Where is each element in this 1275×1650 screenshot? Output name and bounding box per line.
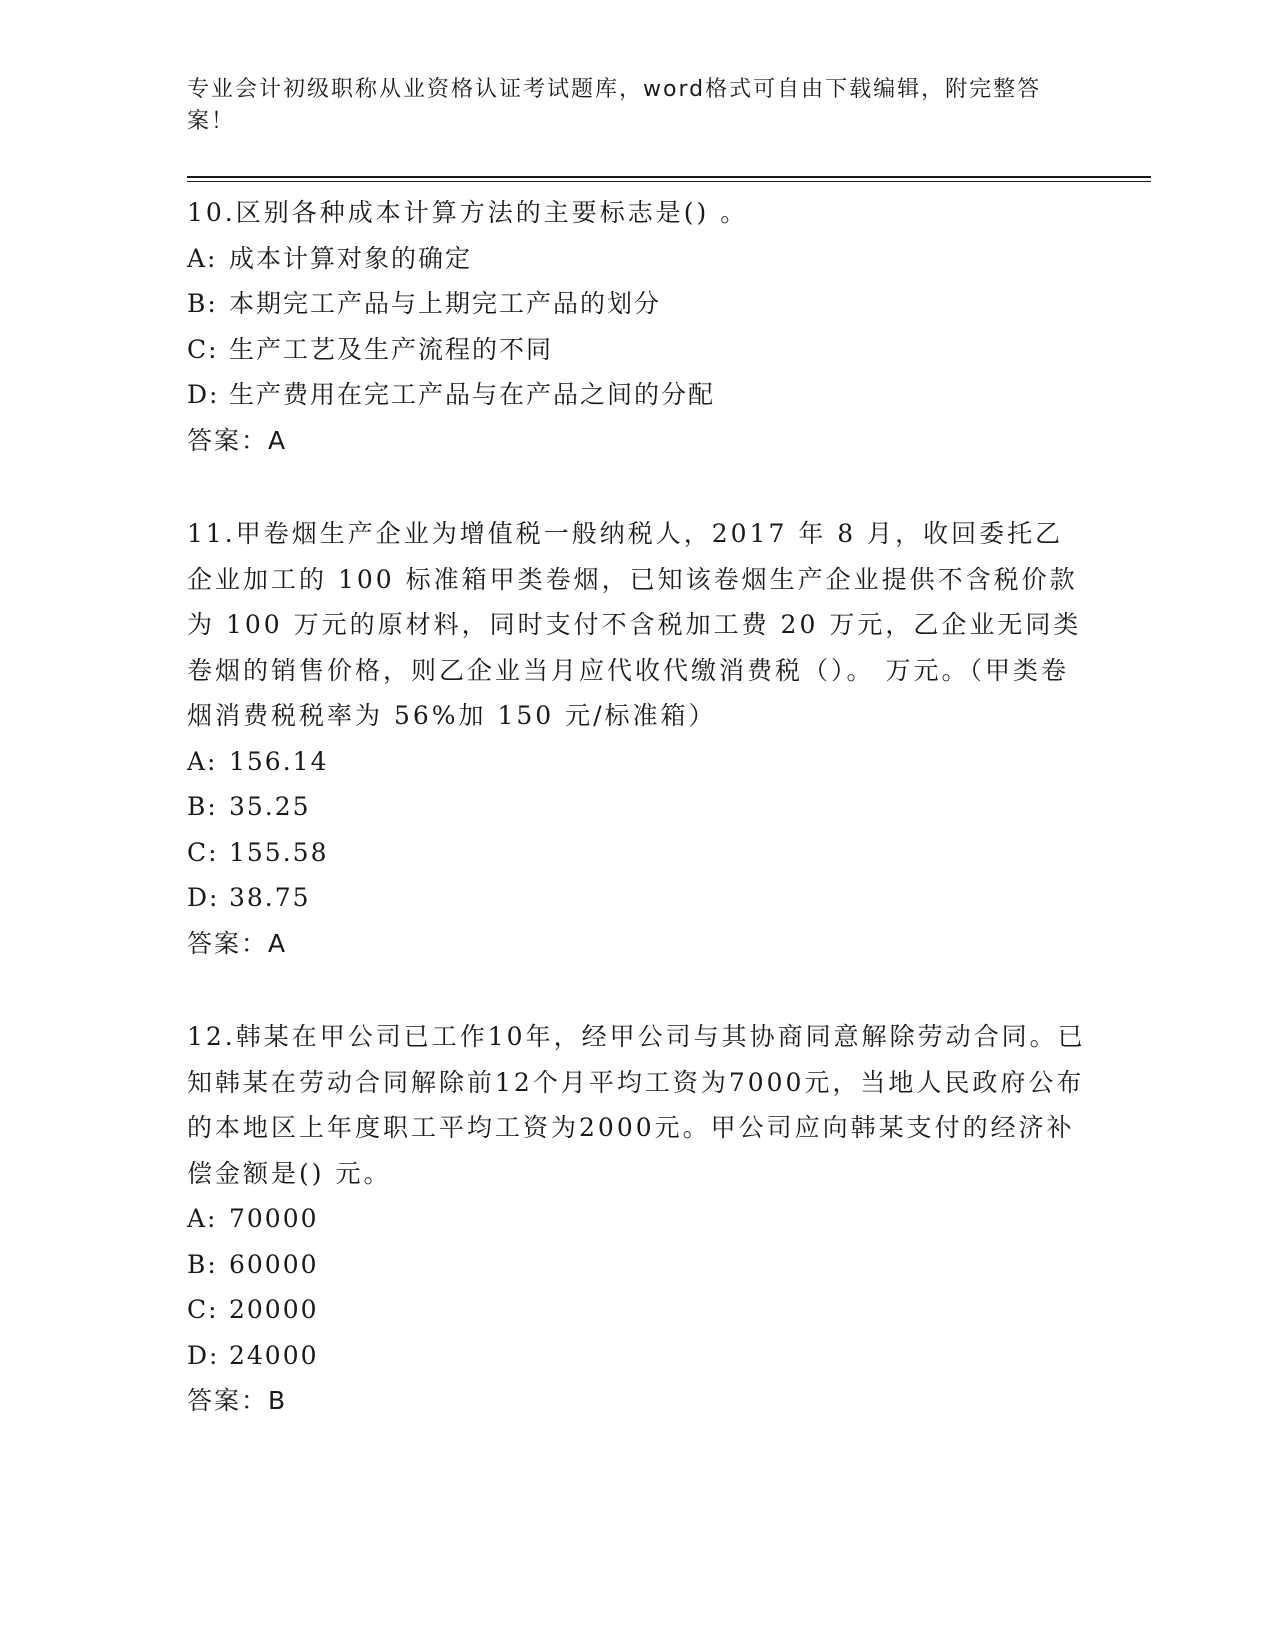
option-letter: A: bbox=[187, 243, 218, 273]
option-text: 38.75 bbox=[229, 883, 311, 912]
header-divider-thin bbox=[187, 181, 1151, 182]
question-stem: 12.韩某在甲公司已工作10年，经甲公司与其协商同意解除劳动合同。已知韩某在劳动合同解除前12个月平均工资为7000元，当地人民政府公布的本地区上年度职工平均工资为2000元。甲公司应向韩某支付的经济补偿金额是() 元。 bbox=[187, 1022, 1086, 1188]
option-text: 生产工艺及生产流程的不同 bbox=[229, 334, 554, 364]
option-text: 60000 bbox=[229, 1249, 319, 1279]
option-letter: B: bbox=[187, 1249, 218, 1279]
question-list bbox=[187, 190, 1087, 1472]
option-letter: D: bbox=[187, 883, 220, 912]
option-c bbox=[187, 830, 1087, 876]
option-letter: D: bbox=[187, 380, 220, 409]
question-stem: 11.甲卷烟生产企业为增值税一般纳税人，2017 年 8 月，收回委托乙企业加工的 100 标准箱甲类卷烟，已知该卷烟生产企业提供不含税价款为 100 万元的原材料，同时支付不含税加工费 20 万元，乙企业无同类卷烟的销售价格，则乙企业当月应代收代缴消费税（）。 万元。（甲类卷烟消费税税率为 56%加 150 元/标准箱） bbox=[187, 519, 1082, 730]
option-b bbox=[187, 281, 1087, 327]
option-text: 156.14 bbox=[229, 746, 329, 776]
answer-line: 答案：A bbox=[187, 928, 288, 958]
answer-line: 答案：B bbox=[187, 1386, 288, 1415]
option-letter: A: bbox=[187, 1204, 218, 1233]
option-text: 155.58 bbox=[229, 837, 329, 867]
option-text: 成本计算对象的确定 bbox=[229, 243, 473, 273]
option-text: 35.25 bbox=[229, 792, 311, 821]
option-letter: A: bbox=[187, 746, 218, 776]
option-a bbox=[187, 236, 1087, 282]
option-b bbox=[187, 1242, 1087, 1288]
option-b bbox=[187, 784, 1087, 830]
option-text: 70000 bbox=[229, 1204, 319, 1233]
option-d bbox=[187, 875, 1087, 921]
option-letter: C: bbox=[187, 334, 219, 364]
option-a bbox=[187, 739, 1087, 785]
option-letter: D: bbox=[187, 1340, 220, 1370]
option-d bbox=[187, 1333, 1087, 1379]
question-stem: 10.区别各种成本计算方法的主要标志是() 。 bbox=[187, 198, 749, 227]
question-10 bbox=[187, 190, 1087, 463]
option-text: 24000 bbox=[229, 1340, 319, 1370]
option-letter: C: bbox=[187, 1295, 219, 1324]
header-note: 专业会计初级职称从业资格认证考试题库，word格式可自由下载编辑，附完整答案！ bbox=[187, 77, 1042, 134]
option-letter: C: bbox=[187, 837, 219, 867]
option-d bbox=[187, 372, 1087, 418]
option-letter: B: bbox=[187, 289, 218, 318]
answer-line: 答案：A bbox=[187, 425, 288, 455]
header-divider-thick bbox=[187, 176, 1151, 178]
option-text: 本期完工产品与上期完工产品的划分 bbox=[229, 289, 662, 318]
question-12 bbox=[187, 1014, 1087, 1424]
option-text: 生产费用在完工产品与在产品之间的分配 bbox=[229, 380, 716, 409]
question-11 bbox=[187, 511, 1087, 966]
option-letter: B: bbox=[187, 792, 218, 821]
option-text: 20000 bbox=[229, 1295, 319, 1324]
option-a bbox=[187, 1196, 1087, 1242]
option-c bbox=[187, 327, 1087, 373]
option-c bbox=[187, 1287, 1087, 1333]
